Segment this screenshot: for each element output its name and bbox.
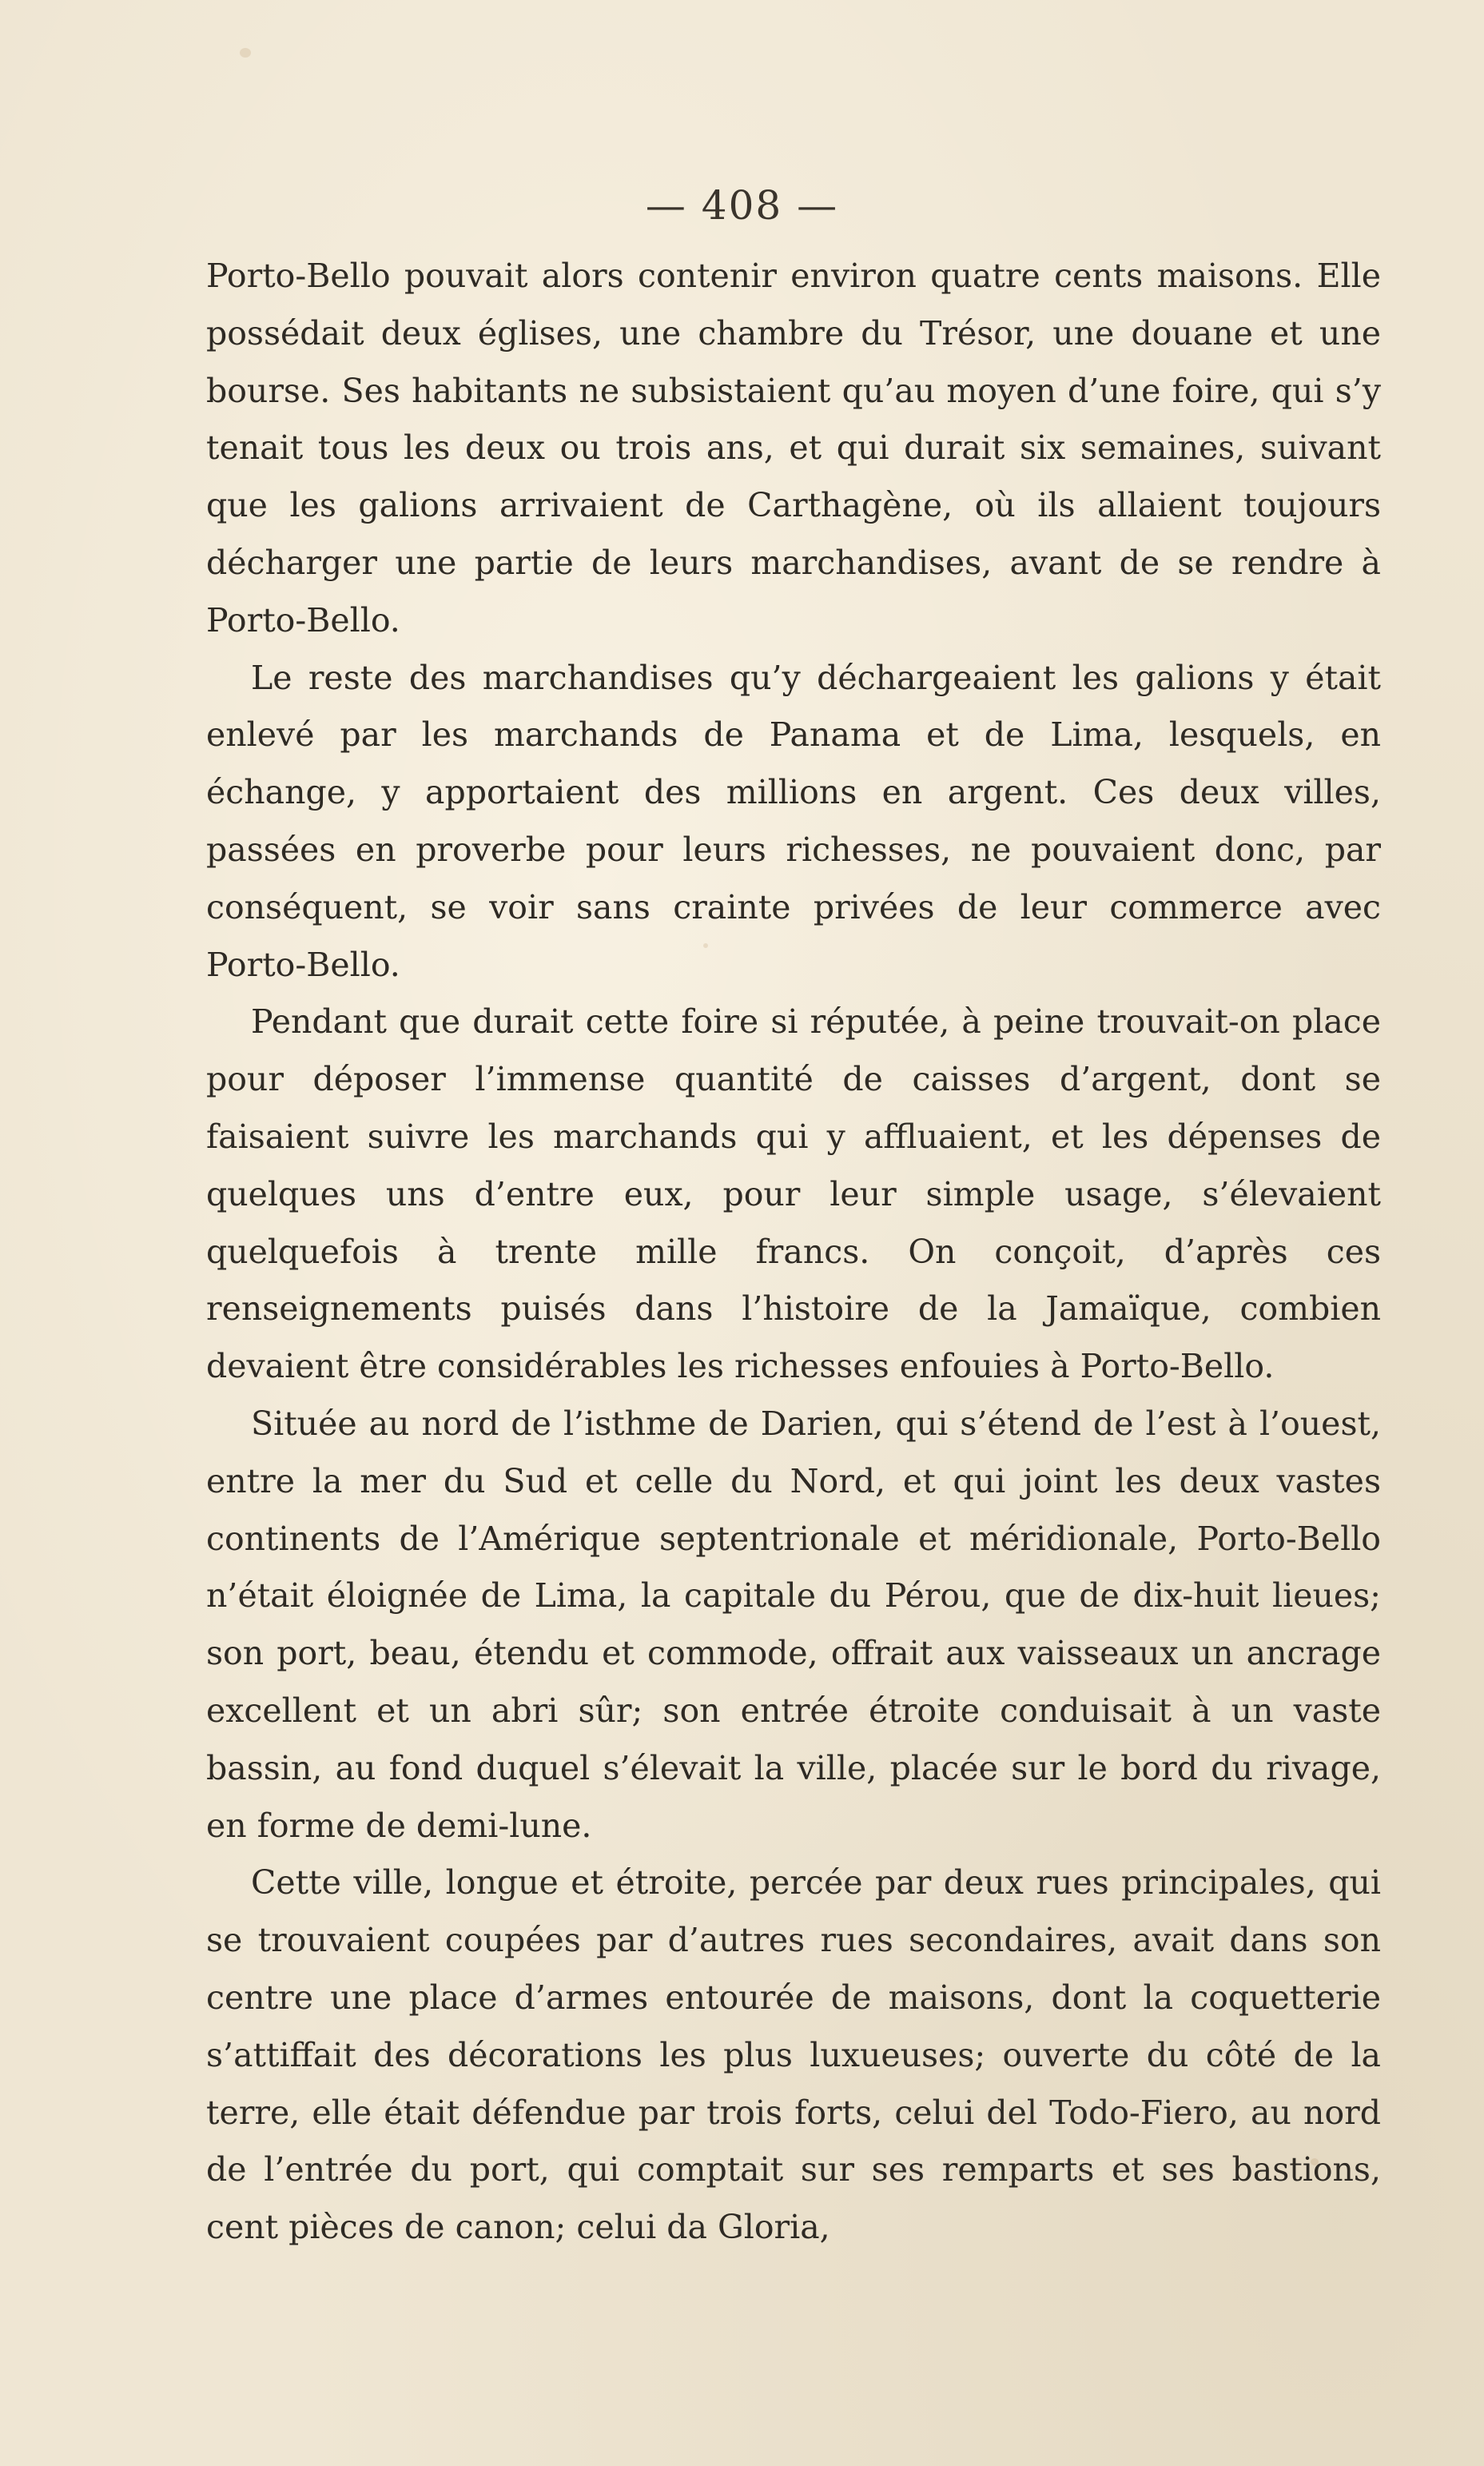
- foxing-spot: [240, 48, 251, 58]
- page-number: — 408 —: [645, 182, 839, 229]
- paragraph: Cette ville, longue et étroite, percée par deux rues principales, qui se trouvaient coupées par d’autres rues secondaires, avait dans son centre une place d’armes entourée de maisons, dont la coquetterie s’attiffait des décorations les plus luxueuses; ouverte du côté de la terre, elle était défendue par trois forts, celui del Todo-Fiero, au nord de l’entrée du port, qui comptait sur ses remparts et ses bastions, cent pièces de canon; celui da Gloria,: [206, 1863, 1381, 2247]
- body-text: [206, 248, 1381, 2257]
- paragraph: Pendant que durait cette foire si réputée, à peine trouvait-on place pour déposer l’immense quantité de caisses d’argent, dont se faisaient suivre les marchands qui y affluaient, et les dépenses de quelques uns d’entre eux, pour leur simple usage, s’élevaient quelquefois à trente mille francs. On conçoit, d’après ces renseignements puisés dans l’histoire de la Jamaïque, combien devaient être considérables les richesses enfouies à Porto-Bello.: [206, 1002, 1381, 1386]
- paragraph: Située au nord de l’isthme de Darien, qui s’étend de l’est à l’ouest, entre la mer du Sud et celle du Nord, et qui joint les deux vastes continents de l’Amérique septentrionale et méridionale, Porto-Bello n’était éloignée de Lima, la capitale du Pérou, que de dix-huit lieues; son port, beau, étendu et commode, offrait aux vaisseaux un ancrage excellent et un abri sûr; son entrée étroite conduisait à un vaste bassin, au fond duquel s’élevait la ville, placée sur le bord du rivage, en forme de demi-lune.: [206, 1404, 1381, 1845]
- paragraph: Le reste des marchandises qu’y déchargeaient les galions y était enlevé par les marchands de Panama et de Lima, lesquels, en échange, y apportaient des millions en argent. Ces deux villes, passées en proverbe pour leurs richesses, ne pouvaient donc, par conséquent, se voir sans crainte privées de leur commerce avec Porto-Bello.: [206, 658, 1381, 984]
- paragraph: Porto-Bello pouvait alors contenir environ quatre cents maisons. Elle possédait deux églises, une chambre du Trésor, une douane et une bourse. Ses habitants ne subsistaient qu’au moyen d’une foire, qui s’y tenait tous les deux ou trois ans, et qui durait six semaines, suivant que les galions arrivaient de Carthagène, où ils allaient toujours décharger une partie de leurs marchandises, avant de se rendre à Porto-Bello.: [206, 257, 1381, 639]
